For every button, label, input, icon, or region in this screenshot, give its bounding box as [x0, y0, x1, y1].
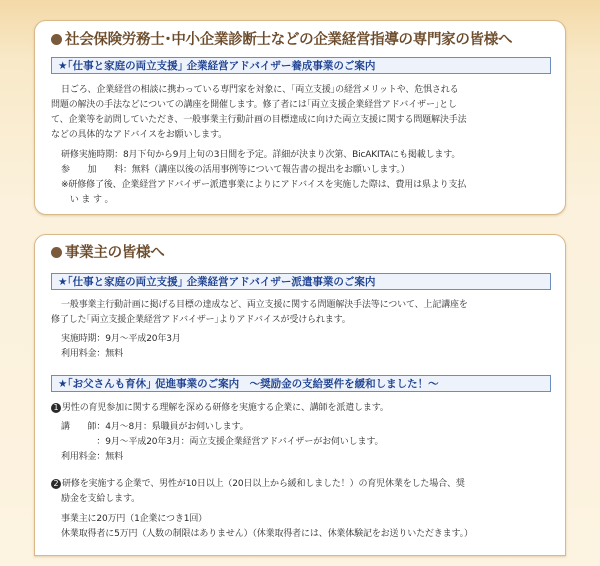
experts-heading: 社会保険労務士･中小企業診断士などの企業経営指導の専門家の皆様へ [51, 28, 512, 49]
experts-paragraph-line: て、企業等を訪問していただき、一般事業主行動計画の目標達成に向けた両立支援に関する問題解決手法 [51, 115, 467, 125]
experts-panel [34, 20, 566, 215]
item2-number: 2 [51, 479, 61, 489]
payment-note-cont: い ま す 。 [61, 195, 114, 205]
training-fee: 参 加 料：無料（講座以後の活用事例等について報告書の提出をお願いします。） [61, 165, 410, 175]
dispatch-fee: 利用料金：無料 [61, 349, 123, 359]
experts-paragraph-line: 日ごろ、企業経営の相談に携わっている専門家を対象に、｢両立支援｣の経営メリットや、危惧される [61, 85, 459, 95]
item1: 1 男性の育児参加に関する理解を深める研修を実施する企業に、講師を派遣します。 [51, 401, 389, 416]
paternity-program-title: ★｢お父さんも育休｣ 促進事業のご案内 ～奨励金の支給要件を緩和しました！～ [51, 375, 551, 392]
item2-cont: 励金を支給します。 [61, 494, 140, 504]
payment-note: ※研修修了後、企業経営アドバイザー派遣事業によりにアドバイスを実施した際は、費用は県より支払 [61, 180, 467, 190]
dispatch-period: 実施時期：9月～平成20年3月 [61, 334, 181, 344]
bullet-icon [51, 34, 62, 45]
training-period: 研修実施時期：8月下旬から9月上旬の3日間を予定。詳細が決まり次第、BicAKITAにも掲載します。 [61, 150, 461, 160]
bullet-icon [51, 247, 62, 258]
dispatch-paragraph-line: 一般事業主行動計画に掲げる目標の達成など、両立支援に関する問題解決手法等について、上記講座を [61, 300, 468, 310]
dispatch-paragraph-line: 修了した｢両立支援企業経営アドバイザー｣よりアドバイスが受けられます。 [51, 315, 351, 325]
item2: 2 研修を実施する企業で、男性が10日以上（20日以上から緩和しました！）の育児休業をした場合、奨 [51, 477, 465, 492]
training-program-title: ★｢仕事と家庭の両立支援｣ 企業経営アドバイザー養成事業のご案内 [51, 57, 551, 74]
experts-paragraph-line: 問題の解決の手法などについての講座を開催します。修了者には｢両立支援企業経営アドバイザー｣とし [51, 100, 457, 110]
employers-heading: 事業主の皆様へ [51, 241, 164, 262]
lecturer-schedule: 講 師：4月～8月：県職員がお伺いします。 [61, 422, 249, 432]
dispatch-program-title: ★｢仕事と家庭の両立支援｣ 企業経営アドバイザー派遣事業のご案内 [51, 273, 551, 290]
employer-grant: 事業主に20万円（1企業につき1回） [61, 514, 208, 524]
employers-panel [34, 234, 566, 556]
item1-number: 1 [51, 403, 61, 413]
experts-paragraph-line: などの具体的なアドバイスをお願いします。 [51, 130, 228, 140]
employee-grant: 休業取得者に5万円（人数の制限はありません）（休業取得者には、休業体験記をお送りいただきます。） [61, 529, 473, 539]
lecturer-schedule-2: ：9月～平成20年3月：両立支援企業経営アドバイザーがお伺いします。 [61, 437, 384, 447]
lecturer-fee: 利用料金：無料 [61, 452, 123, 462]
